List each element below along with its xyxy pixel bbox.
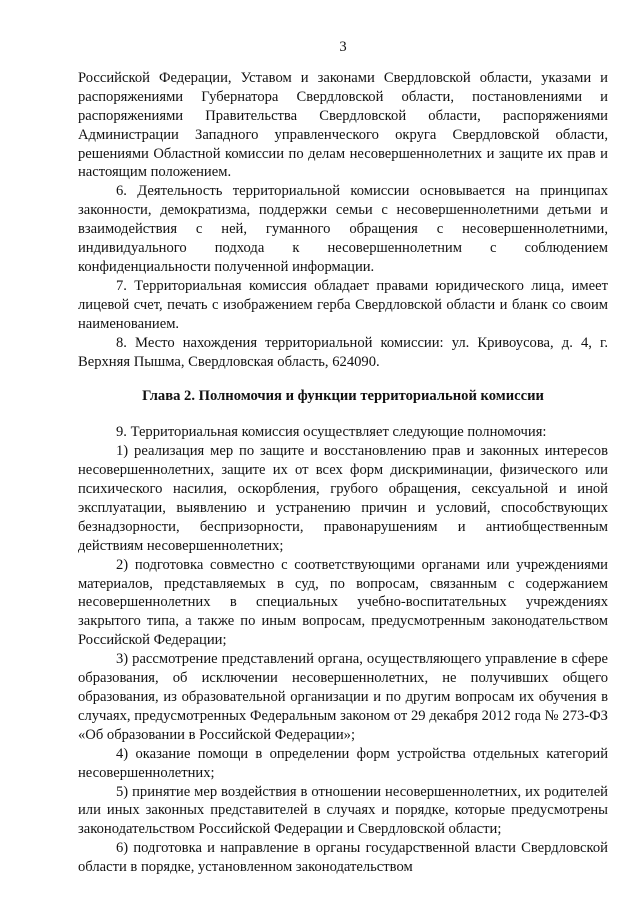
subitem-5: 5) принятие мер воздействия в отношении несовершеннолетних, их родителей или иных законных представителей в случаях и порядке, которые предусмотрены законодательством Российской Федерации и Свердловской области;	[78, 783, 608, 838]
subitem-6: 6) подготовка и направление в органы государственной власти Свердловской области в порядке, установленном законодательством	[78, 840, 608, 876]
document-page	[78, 38, 608, 877]
paragraph-item-9: 9. Территориальная комиссия осуществляет следующие полномочия:	[116, 424, 547, 441]
subitem-1: 1) реализация мер по защите и восстановлению прав и законных интересов несовершеннолетних, защите их от всех форм дискриминации, физического или психического насилия, оскорбления, грубого обращения, сексуальной и иной эксплуатации, выявлению и устранению причин и условий, способствующих безнадзорности, беспризорности, правонарушениям и антиобщественным действиям несовершеннолетних;	[78, 443, 608, 554]
subitem-4: 4) оказание помощи в определении форм устройства отдельных категорий несовершеннолетних;	[78, 745, 608, 781]
subitem-3: 3) рассмотрение представлений органа, осуществляющего управление в сфере образования, об исключении несовершеннолетних, не получивших общего образования, из образовательной организации и по другим вопросам их обучения в случаях, предусмотренных Федеральным законом от 29 декабря 2012 года № 273-ФЗ «Об образовании в Российской Федерации»;	[78, 651, 608, 743]
subitem-2: 2) подготовка совместно с соответствующими органами или учреждениями материалов, представляемых в суд, по вопросам, связанным с содержанием несовершеннолетних в специальных учебно-воспитательных учреждениях закрытого типа, а также по иным вопросам, предусмотренным законодательством Российской Федерации;	[78, 556, 608, 649]
paragraph-item-8: 8. Место нахождения территориальной комиссии: ул. Кривоусова, д. 4, г. Верхняя Пышма, Свердловская область, 624090.	[78, 334, 608, 370]
chapter-heading: Глава 2. Полномочия и функции территориальной комиссии	[142, 388, 544, 405]
paragraph-item-7: 7. Территориальная комиссия обладает правами юридического лица, имеет лицевой счет, печать с изображением герба Свердловской области и бланк со своим наименованием.	[78, 277, 608, 332]
paragraph-item-6: 6. Деятельность территориальной комиссии основывается на принципах законности, демократизма, поддержки семьи с несовершеннолетними детьми и взаимодействия с ней, гуманного обращения с несовершеннолетними, индивидуального подхода к несовершеннолетним с соблюдением конфиденциальности полученной информации.	[78, 183, 608, 275]
paragraph-continuation: Российской Федерации, Уставом и законами Свердловской области, указами и распоряжениями Губернатора Свердловской области, постановлениями и распоряжениями Правительства Свердловской области, распоряжениями Администрации Западного управленческого округа Свердловской области, решениями Областной комиссии по делам несовершеннолетних и защите их прав и настоящим положением.	[78, 69, 608, 181]
page-number: 3	[339, 39, 347, 55]
